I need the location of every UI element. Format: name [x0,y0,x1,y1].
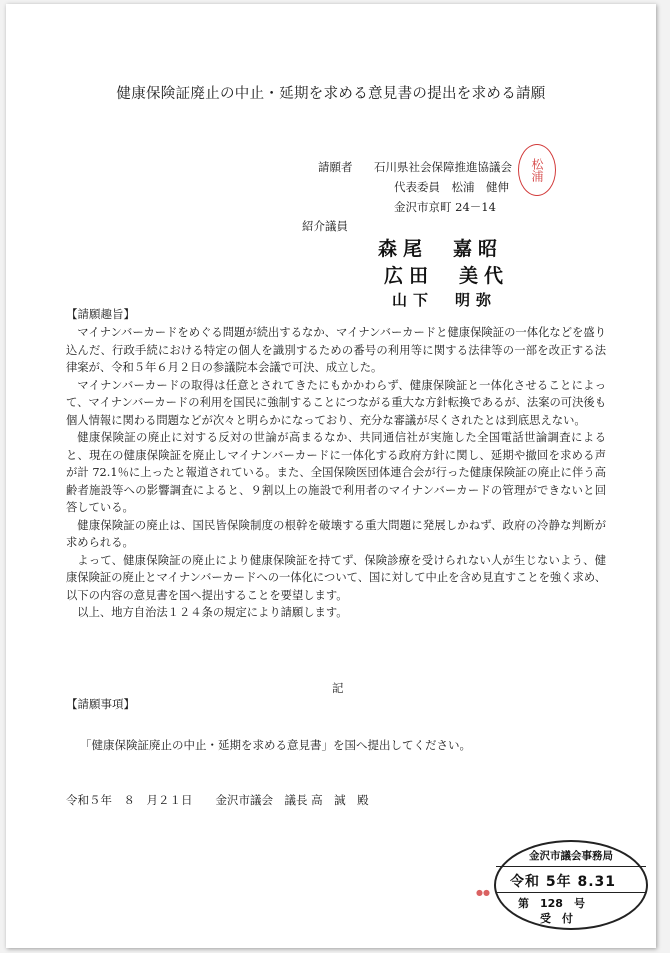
petitioner-representative: 代表委員 松浦 健伸 [394,180,509,194]
introducer-label: 紹介議員 [302,219,348,233]
document-page [6,4,656,948]
ki-marker: 記 [332,681,344,695]
petitioner-label: 請願者 [318,160,353,174]
petitioner-address: 金沢市京町 24－14 [394,200,496,214]
purpose-body [66,324,606,622]
purpose-paragraph: 健康保険証の廃止に対する反対の世論が高まるなか、共同通信社が実施した全国電話世論調査によると、現在の健康保険証を廃止しマイナンバーカードに一体化する政府方針に関し、延期や撤回を求める声が計 72.1％に上ったと報道されている。また、全国保険医団体連合会が行った健康保険証の廃止に伴う高齢者施設等への影響調査によると、９割以上の施設で利用者のマイナンバーカードの管理ができないと回答している。 [66,431,606,514]
stamp-received: 受 付 [540,912,573,925]
introducer-signature-1: 森尾 嘉昭 [378,238,504,260]
stamp-date: 令和 5年 8.31 [510,874,617,890]
stamp-divider [496,866,646,867]
document-title: 健康保険証廃止の中止・延期を求める意見書の提出を求める請願 [116,86,546,102]
stamp-number: 第 128 号 [518,897,585,910]
introducer-signature-3: 山下 明弥 [392,291,498,309]
purpose-heading: 【請願趣旨】 [66,307,135,321]
red-seal-mark: ●● [476,888,490,897]
purpose-paragraph: 健康保険証の廃止は、国民皆保険制度の根幹を破壊する重大問題に発展しかねず、政府の冷静な判断が求められる。 [66,518,606,549]
stamp-divider [496,892,646,893]
footer-date-addressee: 令和５年 ８ 月２１日 金沢市議会 議長 高 誠 殿 [66,793,369,807]
purpose-paragraph: よって、健康保険証の廃止により健康保険証を持てず、保険診療を受けられない人が生じないよう、健康保険証の廃止とマイナンバーカードへの一体化について、国に対して中止を含め見直すことを強く求め、以下の内容の意見書を国へ提出することを要望します。 [66,553,606,602]
stamp-office: 金沢市議会事務局 [529,850,613,862]
introducer-signature-2: 広田 美代 [384,265,510,287]
items-text: 「健康保険証廃止の中止・延期を求める意見書」を国へ提出してください。 [80,738,471,752]
purpose-paragraph: マイナンバーカードをめぐる問題が続出するなか、マイナンバーカードと健康保険証の一体化などを盛り込んだ、行政手続における特定の個人を識別するための番号の利用等に関する法律等の一部を改正する法律案が、令和５年６月２日の参議院本会議で可決、成立した。 [66,326,606,374]
purpose-paragraph: マイナンバーカードの取得は任意とされてきたにもかかわらず、健康保険証と一体化させることによって、マイナンバーカードの利用を国民に強制することにつながる重大な方針転換であるが、法案の可決後も個人情報に関わる問題などが次々と明らかになっており、充分な審議が尽くされたとは到底思えない。 [66,378,606,427]
items-heading: 【請願事項】 [66,697,135,711]
petitioner-org: 石川県社会保障推進協議会 [374,160,512,174]
purpose-paragraph: 以上、地方自治法１２４条の規定により請願します。 [77,606,348,619]
receipt-stamp [494,840,648,930]
personal-seal: 松浦 [518,144,556,196]
